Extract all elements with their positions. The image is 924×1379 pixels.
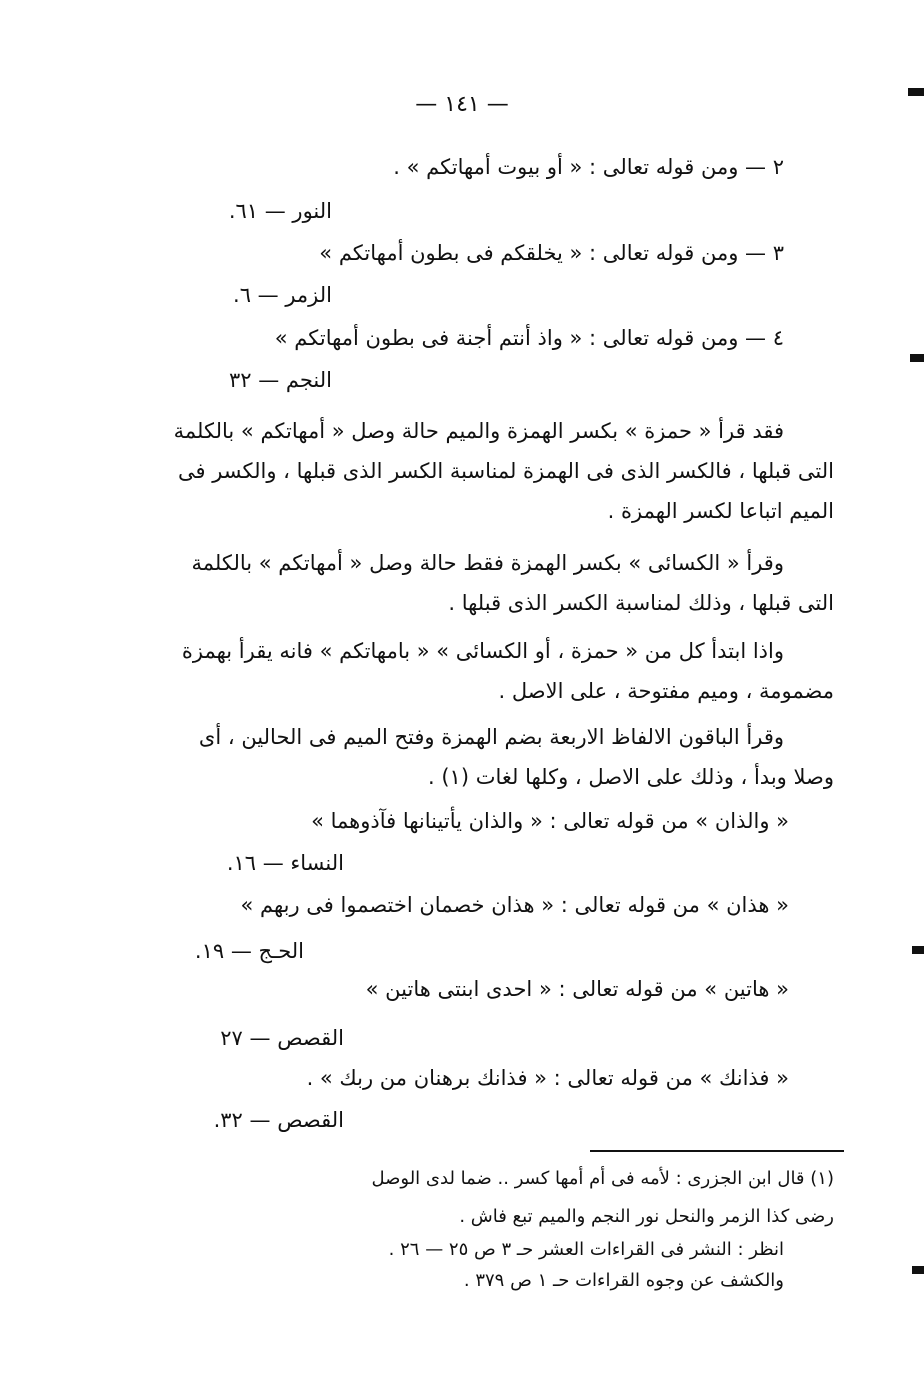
surah-reference: النجم — ٣٢ [228,368,332,392]
scan-edge-mark [908,88,924,96]
paragraph-line: التى قبلها ، وذلك لمناسبة الكسر الذى قبلها . [448,591,834,615]
paragraph-line: التى قبلها ، فالكسر الذى فى الهمزة لمناسبة الكسر الذى قبلها ، والكسر فى [178,459,834,483]
footnote-line: رضى كذا الزمر والنحل نور النجم والميم تبع فاش . [459,1206,834,1227]
paragraph-line: وقرأ « الكسائى » بكسر الهمزة فقط حالة وصل « أمهاتكم » بالكلمة [191,551,784,575]
surah-reference: القصص — ٢٧ [220,1026,344,1050]
text-line: ٢ — ومن قوله تعالى : « أو بيوت أمهاتكم » . [393,155,784,179]
footnote-divider [590,1150,844,1152]
scan-edge-mark [912,1266,924,1274]
footnote-line: (١) قال ابن الجزرى : لأمه فى أم أمها كسر .. ضما لدى الوصل [371,1168,834,1189]
paragraph-line: واذا ابتدأ كل من « حمزة ، أو الكسائى » « بامهاتكم » فانه يقرأ بهمزة [181,639,784,663]
paragraph-line: مضمومة ، وميم مفتوحة ، على الاصل . [498,679,834,703]
paragraph-line: وقرأ الباقون الالفاظ الاربعة بضم الهمزة وفتح الميم فى الحالين ، أى [198,725,784,749]
text-line: « فذانك » من قوله تعالى : « فذانك برهنان من ربك » . [306,1066,789,1090]
text-line: « هذان » من قوله تعالى : « هذان خصمان اختصموا فى ربهم » [240,893,789,917]
page-number: — ١٤١ — [415,92,509,117]
surah-reference: الزمر — ٦. [233,283,332,307]
text-line: « هاتين » من قوله تعالى : « احدى ابنتى هاتين » [365,977,789,1001]
text-line: ٤ — ومن قوله تعالى : « واذ أنتم أجنة فى بطون أمهاتكم » [274,326,784,350]
surah-reference: الحـج — ١٩. [194,939,304,963]
text-line: « والذان » من قوله تعالى : « والذان يأتينانها فآذوهما » [311,809,789,833]
text-line: ٣ — ومن قوله تعالى : « يخلقكم فى بطون أمهاتكم » [319,241,784,265]
footnote-line: انظر : النشر فى القراءات العشر حـ ٣ ص ٢٥ — ٢٦ . [388,1239,784,1260]
scan-edge-mark [912,946,924,954]
paragraph-line: فقد قرأ « حمزة » بكسر الهمزة والميم حالة وصل « أمهاتكم » بالكلمة [173,419,784,443]
footnote-line: والكشف عن وجوه القراءات حـ ١ ص ٣٧٩ . [463,1270,784,1291]
surah-reference: النساء — ١٦. [226,851,344,875]
surah-reference: القصص — ٣٢. [213,1108,344,1132]
surah-reference: النور — ٦١. [228,199,332,223]
paragraph-line: الميم اتباعا لكسر الهمزة . [607,499,834,523]
paragraph-line: وصلا وبدأ ، وذلك على الاصل ، وكلها لغات (١) . [428,765,834,789]
scan-edge-mark [910,354,924,362]
